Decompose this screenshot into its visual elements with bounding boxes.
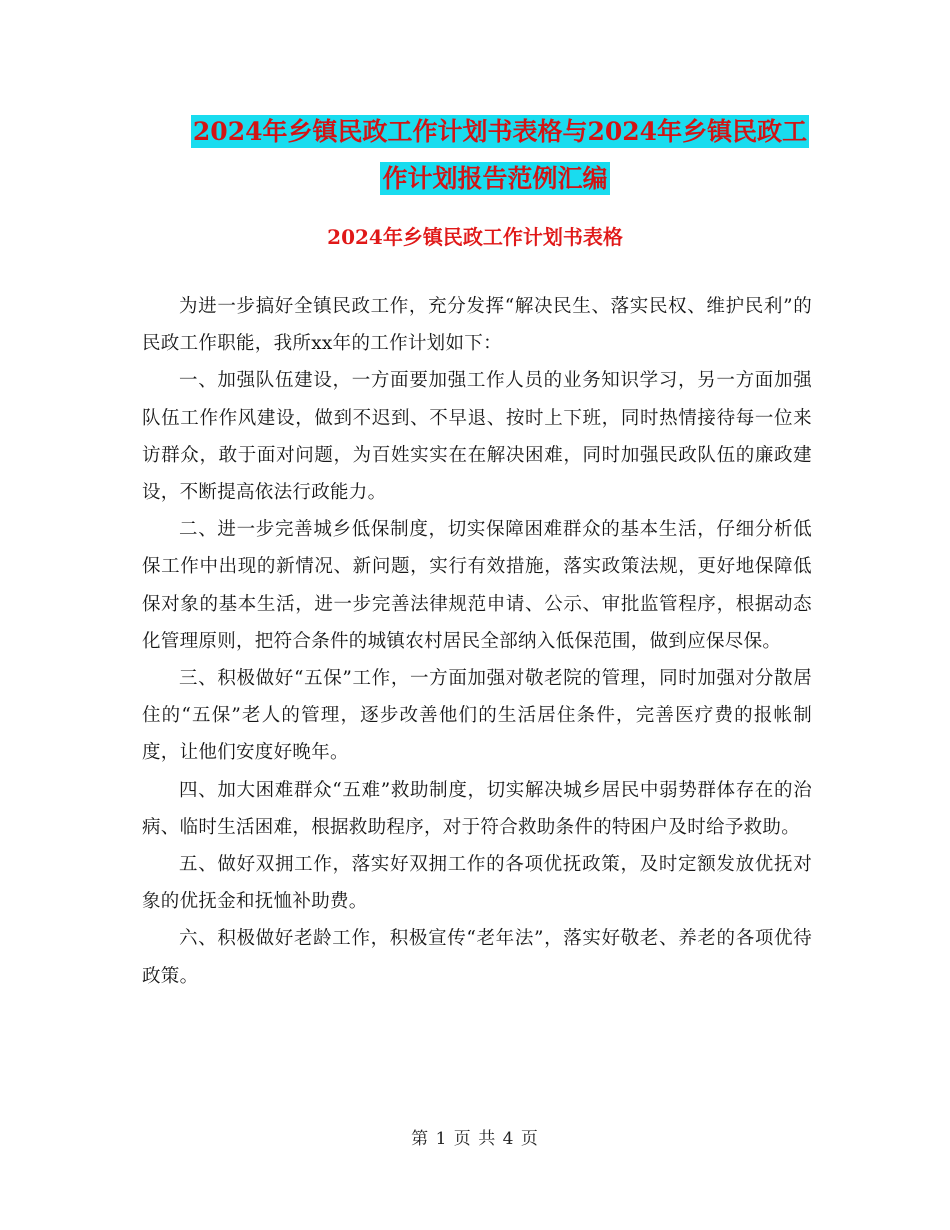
- page-number-footer: 第 1 页 共 4 页: [411, 1129, 539, 1149]
- paragraph-item-4: 四、加大困难群众“五难”救助制度，切实解决城乡居民中弱势群体存在的治病、临时生活困难，根据救助程序，对于符合救助条件的特困户及时给予救助。: [142, 779, 812, 838]
- paragraph-item-6: 六、积极做好老龄工作，积极宣传“老年法”，落实好敬老、养老的各项优待政策。: [142, 928, 812, 987]
- paragraph-item-1: 一、加强队伍建设，一方面要加强工作人员的业务知识学习，另一方面加强队伍工作作风建设，做到不迟到、不早退、按时上下班，同时热情接待每一位来访群众，敢于面对问题，为百姓实实在在解决困难，同时加强民政队伍的廉政建设，不断提高依法行政能力。: [142, 370, 812, 504]
- paragraph-intro: 为进一步搞好全镇民政工作，充分发挥“解决民生、落实民权、维护民利”的民政工作职能，我所xx年的工作计划如下：: [142, 296, 812, 355]
- document-title: [140, 108, 860, 202]
- paragraph-item-5: 五、做好双拥工作，落实好双拥工作的各项优抚政策，及时定额发放优抚对象的优抚金和抚恤补助费。: [142, 854, 812, 913]
- document-title-line1: 2024年乡镇民政工作计划书表格与2024年乡镇民政工: [192, 117, 808, 146]
- document-title-line2: 作计划报告范例汇编: [382, 164, 608, 193]
- paragraph-item-3: 三、积极做好“五保”工作，一方面加强对敬老院的管理，同时加强对分散居住的“五保”老人的管理，逐步改善他们的生活居住条件，完善医疗费的报帐制度，让他们安度好晚年。: [142, 668, 812, 764]
- paragraph-item-2: 二、进一步完善城乡低保制度，切实保障困难群众的基本生活，仔细分析低保工作中出现的新情况、新问题，实行有效措施，落实政策法规，更好地保障低保对象的基本生活，进一步完善法律规范申请、公示、审批监管程序，根据动态化管理原则，把符合条件的城镇农村居民全部纳入低保范围，做到应保尽保。: [142, 519, 812, 652]
- document-body: [142, 288, 812, 995]
- section-title: 2024年乡镇民政工作计划书表格: [327, 225, 623, 249]
